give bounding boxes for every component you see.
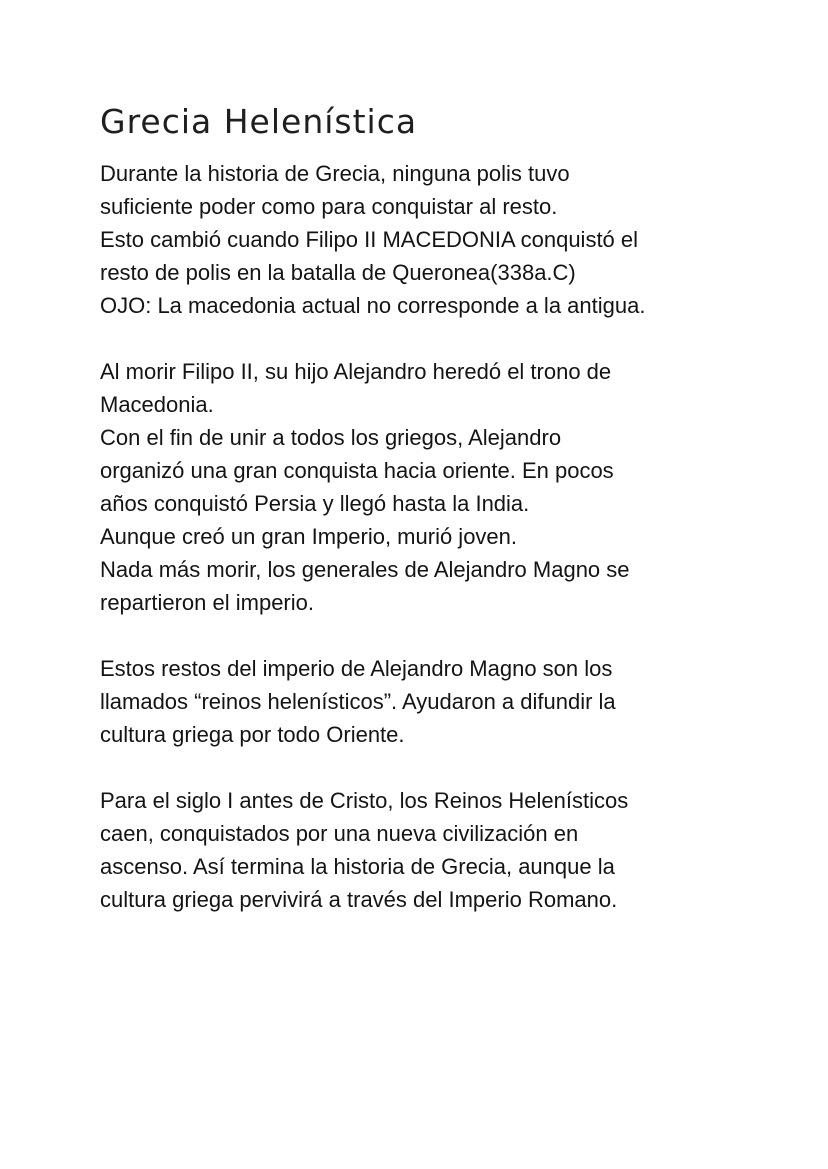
text-line: cultura griega por todo Oriente.	[100, 722, 405, 747]
text-line: caen, conquistados por una nueva civilización en	[100, 821, 579, 846]
paragraph-alexander	[100, 355, 800, 619]
text-line: Estos restos del imperio de Alejandro Magno son los	[100, 656, 613, 681]
text-line: Esto cambió cuando Filipo II MACEDONIA conquistó el	[100, 227, 639, 252]
paragraph-end-of-greece	[100, 784, 800, 916]
text-line: Para el siglo I antes de Cristo, los Reinos Helenísticos	[100, 788, 629, 813]
text-line: Macedonia.	[100, 392, 214, 417]
text-line: cultura griega pervivirá a través del Imperio Romano.	[100, 887, 618, 912]
text-line: Aunque creó un gran Imperio, murió joven.	[100, 524, 518, 549]
page-title: Grecia Helenística	[100, 102, 418, 141]
paragraph-hellenistic-kingdoms	[100, 652, 800, 751]
text-line: Durante la historia de Grecia, ninguna polis tuvo	[100, 161, 570, 186]
text-line: Con el fin de unir a todos los griegos, Alejandro	[100, 425, 562, 450]
text-line: OJO: La macedonia actual no corresponde a la antigua.	[100, 293, 646, 318]
text-line: suficiente poder como para conquistar al resto.	[100, 194, 558, 219]
paragraph-macedonia-conquest	[100, 157, 800, 322]
text-line: ascenso. Así termina la historia de Grecia, aunque la	[100, 854, 615, 879]
text-line: Al morir Filipo II, su hijo Alejandro heredó el trono de	[100, 359, 612, 384]
document-body	[100, 157, 800, 949]
text-line: repartieron el imperio.	[100, 590, 314, 615]
text-line: organizó una gran conquista hacia oriente. En pocos	[100, 458, 614, 483]
text-line: Nada más morir, los generales de Alejandro Magno se	[100, 557, 630, 582]
text-line: años conquistó Persia y llegó hasta la India.	[100, 491, 530, 516]
text-line: llamados “reinos helenísticos”. Ayudaron a difundir la	[100, 689, 616, 714]
text-line: resto de polis en la batalla de Queronea(338a.C)	[100, 260, 576, 285]
